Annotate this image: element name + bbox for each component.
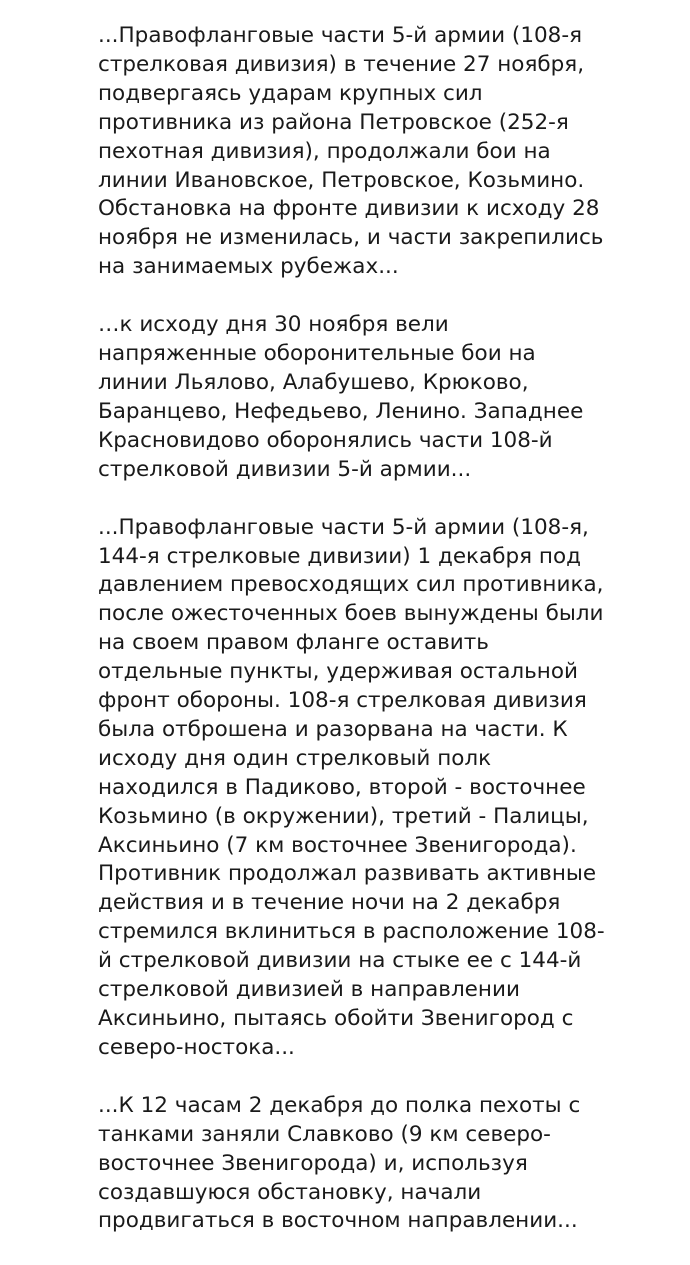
text-line: на своем правом фланге оставить — [98, 630, 489, 656]
text-line: северо-ностока... — [98, 1034, 295, 1060]
text-line: продвигаться в восточном направлении... — [98, 1208, 578, 1234]
text-line: линии Льялово, Алабушево, Крюково, — [98, 369, 529, 395]
text-line: Красновидово оборонялись части 108-й — [98, 427, 553, 453]
text-line: ноября не изменилась, и части закрепились — [98, 225, 604, 251]
paragraph-3 — [98, 514, 658, 1063]
text-line: Баранцево, Нефедьево, Ленино. Западнее — [98, 398, 584, 424]
text-line: на занимаемых рубежах... — [98, 254, 399, 280]
text-line: стрелковой дивизией в направлении — [98, 977, 520, 1003]
text-line: находился в Падиково, второй - восточнее — [98, 774, 586, 800]
text-line: создавшуюся обстановку, начали — [98, 1179, 482, 1205]
text-line: отдельные пункты, удерживая остальной — [98, 659, 578, 685]
paragraph-1 — [98, 22, 658, 282]
text-line: линии Ивановское, Петровское, Козьмино. — [98, 167, 585, 193]
text-line: противника из района Петровское (252-я — [98, 109, 569, 135]
document-page — [98, 22, 658, 1265]
text-line: подвергаясь ударам крупных сил — [98, 80, 483, 106]
paragraph-4 — [98, 1092, 658, 1237]
text-line: стрелковая дивизия) в течение 27 ноября, — [98, 51, 585, 77]
text-line: ...Правофланговые части 5-й армии (108-я, — [98, 514, 589, 540]
text-line: стремился вклиниться в расположение 108- — [98, 919, 605, 945]
text-line: напряженные оборонительные бои на — [98, 341, 536, 367]
paragraph-2 — [98, 311, 658, 484]
text-line: действия и в течение ночи на 2 декабря — [98, 890, 561, 916]
text-line: Противник продолжал развивать активные — [98, 861, 597, 887]
text-line: Аксиньино (7 км восточнее Звенигорода). — [98, 832, 577, 858]
text-line: исходу дня один стрелковый полк — [98, 745, 492, 771]
text-line: …к исходу дня 30 ноября вели — [98, 312, 449, 338]
text-line: ...Правофланговые части 5-й армии (108-я — [98, 23, 583, 48]
text-line: танками заняли Славково (9 км северо- — [98, 1121, 551, 1147]
text-line: пехотная дивизия), продолжали бои на — [98, 138, 551, 164]
text-line: давлением превосходящих сил противника, — [98, 572, 604, 598]
text-line: стрелковой дивизии 5-й армии... — [98, 456, 472, 482]
text-line: 144-я стрелковые дивизии) 1 декабря под — [98, 543, 581, 569]
text-line: й стрелковой дивизии на стыке ее с 144-й — [98, 948, 582, 974]
text-line: Обстановка на фронте дивизии к исходу 28 — [98, 196, 600, 222]
text-line: Козьмино (в окружении), третий - Палицы, — [98, 803, 589, 829]
text-line: Аксиньино, пытаясь обойти Звенигород с — [98, 1006, 574, 1031]
text-line: ...К 12 часам 2 декабря до полка пехоты с — [98, 1092, 581, 1118]
text-line: после ожесточенных боев вынуждены были — [98, 601, 604, 627]
text-line: была отброшена и разорвана на части. К — [98, 716, 568, 742]
text-line: восточнее Звенигорода) и, используя — [98, 1150, 528, 1176]
text-line: фронт обороны. 108-я стрелковая дивизия — [98, 688, 587, 714]
